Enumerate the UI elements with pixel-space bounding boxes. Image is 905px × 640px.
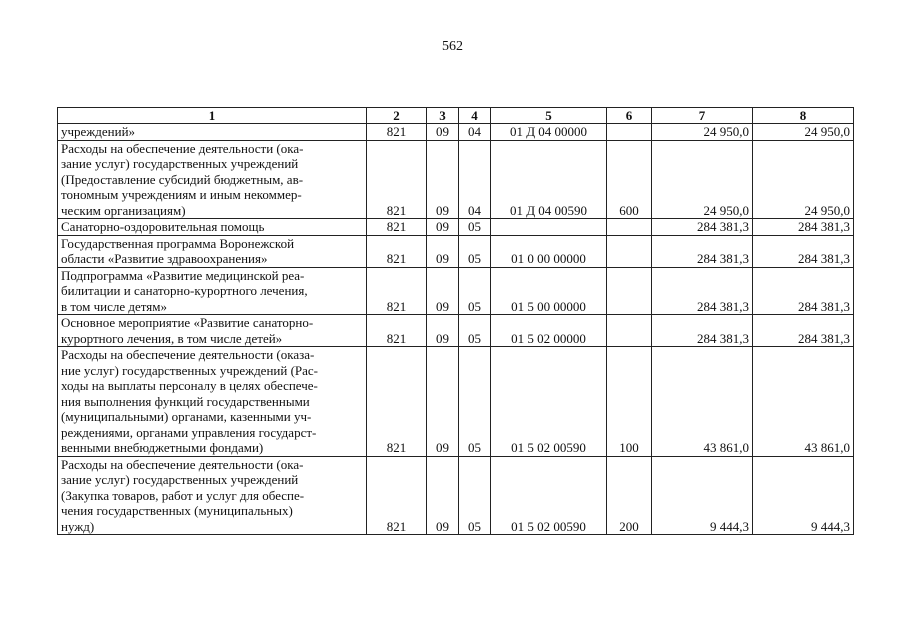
cell-name xyxy=(58,124,367,141)
page-number: 562 xyxy=(442,39,463,54)
cell-name xyxy=(58,456,367,535)
header-col-7: 7 xyxy=(652,108,753,124)
cell-amount-2: 284 381,3 xyxy=(753,315,854,347)
table-row xyxy=(58,235,854,267)
cell-section: 09 xyxy=(427,124,459,141)
table-row xyxy=(58,347,854,457)
cell-ministry: 821 xyxy=(367,456,427,535)
cell-ministry: 821 xyxy=(367,219,427,236)
cell-subsection: 05 xyxy=(459,347,491,457)
cell-target-code: 01 Д 04 00590 xyxy=(491,140,607,219)
cell-name xyxy=(58,315,367,347)
cell-target-code: 01 5 02 00000 xyxy=(491,315,607,347)
cell-expense-type xyxy=(607,124,652,141)
cell-name xyxy=(58,219,367,236)
header-col-4: 4 xyxy=(459,108,491,124)
cell-amount-2: 284 381,3 xyxy=(753,219,854,236)
cell-name-line: зание услуг) государственных учреждений xyxy=(61,156,299,171)
table-row xyxy=(58,124,854,141)
cell-subsection: 05 xyxy=(459,219,491,236)
cell-expense-type: 200 xyxy=(607,456,652,535)
cell-amount-2: 24 950,0 xyxy=(753,140,854,219)
cell-name xyxy=(58,235,367,267)
cell-name-line: (Предоставление субсидий бюджетным, ав- xyxy=(61,171,304,187)
cell-section: 09 xyxy=(427,235,459,267)
cell-amount-1: 284 381,3 xyxy=(652,267,753,315)
table-row xyxy=(58,140,854,219)
header-col-5: 5 xyxy=(491,108,607,124)
cell-name-line: Основное мероприятие «Развитие санаторно- xyxy=(61,315,314,330)
cell-target-code: 01 Д 04 00000 xyxy=(491,124,607,141)
cell-name-line: области «Развитие здравоохранения» xyxy=(61,251,268,266)
cell-amount-1: 24 950,0 xyxy=(652,140,753,219)
cell-name-line: в том числе детям» xyxy=(61,298,167,314)
cell-name-line: ние услуг) государственных учреждений (Рас- xyxy=(61,362,319,378)
cell-name-line: (муниципальными) органами, казенными уч- xyxy=(61,409,312,424)
cell-amount-1: 9 444,3 xyxy=(652,456,753,535)
budget-table xyxy=(57,107,854,535)
cell-subsection: 04 xyxy=(459,140,491,219)
header-col-6: 6 xyxy=(607,108,652,124)
cell-subsection: 05 xyxy=(459,456,491,535)
cell-section: 09 xyxy=(427,347,459,457)
cell-section: 09 xyxy=(427,456,459,535)
cell-name-line: ходы на выплаты персоналу в целях обеспече- xyxy=(61,378,318,393)
cell-section: 09 xyxy=(427,267,459,315)
cell-expense-type: 100 xyxy=(607,347,652,457)
cell-target-code: 01 5 02 00590 xyxy=(491,347,607,457)
cell-name-line: ния выполнения функций государственными xyxy=(61,393,310,409)
cell-name-line: венными внебюджетными фондами) xyxy=(61,440,264,455)
cell-name-line: тономным учреждениям и иным некоммер- xyxy=(61,187,302,202)
cell-name-line: Санаторно-оздоровительная помощь xyxy=(61,219,265,234)
table-body xyxy=(58,124,854,535)
cell-name-line: нужд) xyxy=(61,518,95,534)
cell-expense-type xyxy=(607,315,652,347)
cell-name-line: учреждений» xyxy=(61,124,136,139)
cell-ministry: 821 xyxy=(367,140,427,219)
cell-ministry: 821 xyxy=(367,347,427,457)
cell-expense-type xyxy=(607,219,652,236)
table-row xyxy=(58,219,854,236)
cell-amount-2: 43 861,0 xyxy=(753,347,854,457)
cell-target-code: 01 5 00 00000 xyxy=(491,267,607,315)
cell-name-line: Расходы на обеспечение деятельности (ока- xyxy=(61,140,304,156)
cell-name xyxy=(58,140,367,219)
header-row xyxy=(58,108,854,124)
header-col-8: 8 xyxy=(753,108,854,124)
cell-name-line: (Закупка товаров, работ и услуг для обеспе- xyxy=(61,487,305,503)
table-header xyxy=(58,108,854,124)
cell-target-code: 01 0 00 00000 xyxy=(491,235,607,267)
cell-section: 09 xyxy=(427,140,459,219)
cell-subsection: 05 xyxy=(459,235,491,267)
cell-name-line: Расходы на обеспечение деятельности (ока- xyxy=(61,456,304,472)
cell-section: 09 xyxy=(427,219,459,236)
header-col-1: 1 xyxy=(58,108,367,124)
cell-name-line: Подпрограмма «Развитие медицинской реа- xyxy=(61,267,305,283)
cell-section: 09 xyxy=(427,315,459,347)
cell-target-code: 01 5 02 00590 xyxy=(491,456,607,535)
cell-name-line: Государственная программа Воронежской xyxy=(61,235,295,251)
cell-subsection: 05 xyxy=(459,267,491,315)
cell-ministry: 821 xyxy=(367,315,427,347)
cell-name-line: курортного лечения, в том числе детей» xyxy=(61,330,283,346)
cell-name-line: Расходы на обеспечение деятельности (оказа- xyxy=(61,347,315,362)
cell-ministry: 821 xyxy=(367,124,427,141)
cell-name-line: ческим организациям) xyxy=(61,202,186,218)
cell-expense-type: 600 xyxy=(607,140,652,219)
cell-ministry: 821 xyxy=(367,267,427,315)
cell-ministry: 821 xyxy=(367,235,427,267)
cell-subsection: 04 xyxy=(459,124,491,141)
table-row xyxy=(58,456,854,535)
cell-amount-2: 284 381,3 xyxy=(753,267,854,315)
cell-name-line: реждениями, органами управления государст- xyxy=(61,424,317,440)
cell-expense-type xyxy=(607,235,652,267)
header-col-3: 3 xyxy=(427,108,459,124)
cell-amount-1: 43 861,0 xyxy=(652,347,753,457)
cell-amount-2: 284 381,3 xyxy=(753,235,854,267)
table-row xyxy=(58,267,854,315)
cell-amount-1: 284 381,3 xyxy=(652,219,753,236)
cell-name xyxy=(58,267,367,315)
cell-expense-type xyxy=(607,267,652,315)
cell-amount-1: 284 381,3 xyxy=(652,315,753,347)
cell-subsection: 05 xyxy=(459,315,491,347)
cell-name xyxy=(58,347,367,457)
cell-target-code xyxy=(491,219,607,236)
cell-name-line: чения государственных (муниципальных) xyxy=(61,503,293,518)
cell-name-line: зание услуг) государственных учреждений xyxy=(61,472,299,487)
cell-amount-1: 284 381,3 xyxy=(652,235,753,267)
cell-amount-2: 24 950,0 xyxy=(753,124,854,141)
cell-amount-1: 24 950,0 xyxy=(652,124,753,141)
cell-amount-2: 9 444,3 xyxy=(753,456,854,535)
cell-name-line: билитации и санаторно-курортного лечения, xyxy=(61,283,308,298)
header-col-2: 2 xyxy=(367,108,427,124)
table-row xyxy=(58,315,854,347)
